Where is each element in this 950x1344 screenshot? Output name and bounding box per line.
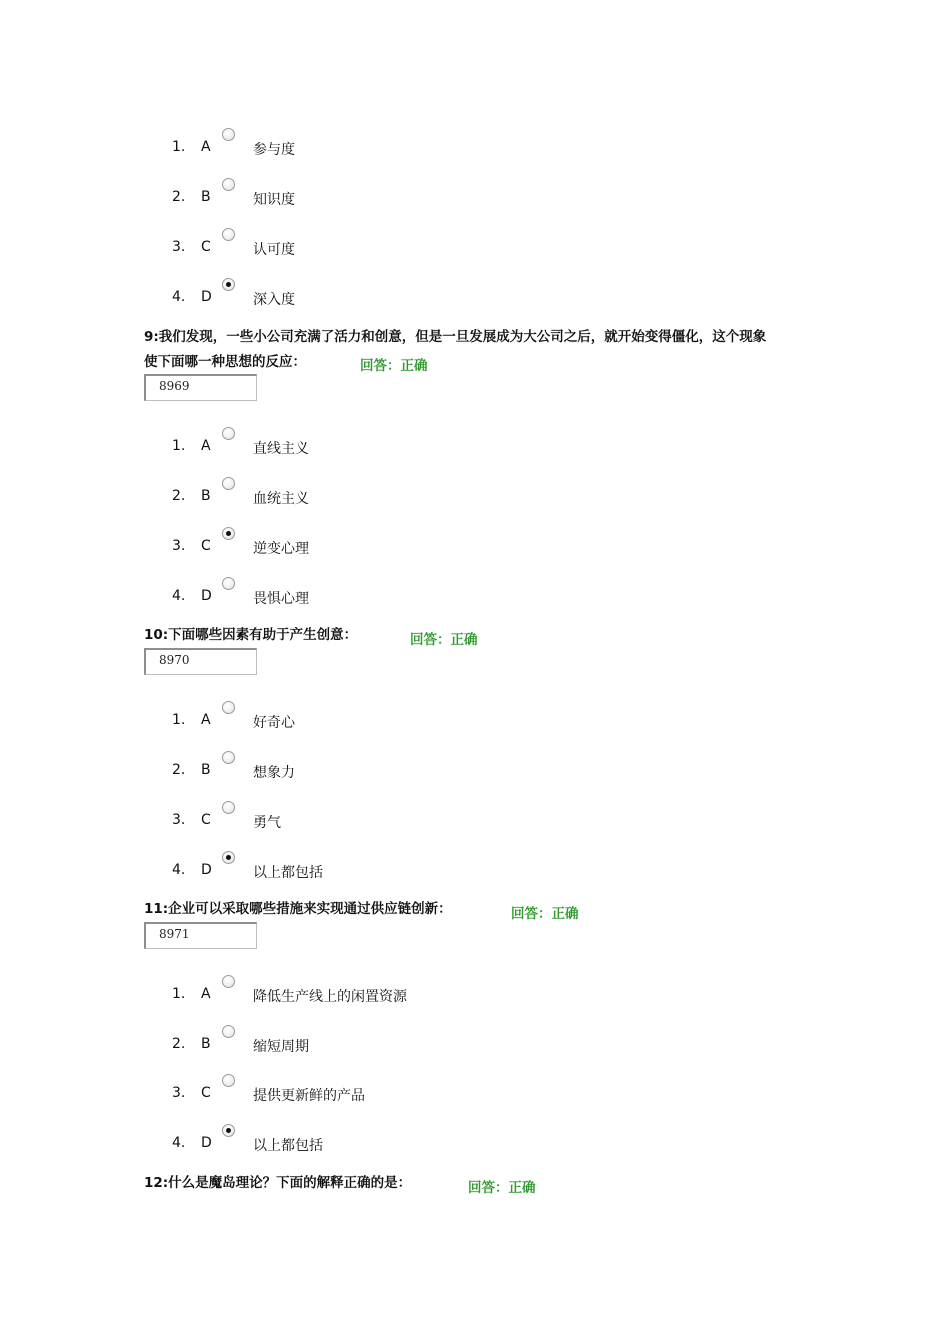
- option-letter: B: [201, 1036, 211, 1052]
- question-11-text: 11:企业可以采取哪些措施来实现通过供应链创新：: [144, 901, 452, 917]
- option-letter: C: [201, 1085, 211, 1101]
- question-12-text: 12:什么是魔岛理论？下面的解释正确的是：: [144, 1175, 412, 1191]
- option-text: 好奇心: [253, 715, 295, 731]
- answer-status: 回答：正确: [468, 1180, 536, 1196]
- radio-button[interactable]: [222, 701, 235, 714]
- question-9-text: [144, 325, 766, 375]
- option-number: 3.: [172, 538, 186, 554]
- option-letter: B: [201, 762, 211, 778]
- radio-button[interactable]: [222, 975, 235, 988]
- option-letter: B: [201, 189, 211, 205]
- option-text: 参与度: [253, 142, 295, 158]
- radio-button-selected[interactable]: [222, 851, 235, 864]
- radio-button[interactable]: [222, 801, 235, 814]
- option-number: 4.: [172, 289, 186, 305]
- option-number: 3.: [172, 812, 186, 828]
- option-number: 3.: [172, 1085, 186, 1101]
- option-text: 想象力: [253, 765, 295, 781]
- question-id-field[interactable]: 8971: [144, 922, 257, 949]
- question-9-line-2: 使下面哪一种思想的反应：: [144, 354, 306, 370]
- option-text: 深入度: [253, 292, 295, 308]
- option-letter: D: [201, 862, 212, 878]
- option-number: 1.: [172, 986, 186, 1002]
- option-letter: C: [201, 538, 211, 554]
- option-number: 1.: [172, 438, 186, 454]
- option-text: 血统主义: [253, 491, 309, 507]
- option-number: 4.: [172, 1135, 186, 1151]
- option-number: 3.: [172, 239, 186, 255]
- option-text: 认可度: [253, 242, 295, 258]
- option-letter: A: [201, 139, 211, 155]
- question-id-field[interactable]: 8969: [144, 374, 257, 401]
- option-text: 直线主义: [253, 441, 309, 457]
- option-text: 提供更新鲜的产品: [253, 1088, 365, 1104]
- option-text: 降低生产线上的闲置资源: [253, 989, 407, 1005]
- radio-button[interactable]: [222, 128, 235, 141]
- option-number: 4.: [172, 862, 186, 878]
- radio-button[interactable]: [222, 1025, 235, 1038]
- question-id-field[interactable]: 8970: [144, 648, 257, 675]
- answer-status: 回答：正确: [410, 632, 478, 648]
- option-text: 以上都包括: [253, 865, 323, 881]
- option-text: 知识度: [253, 192, 295, 208]
- option-letter: C: [201, 812, 211, 828]
- question-10-text: 10:下面哪些因素有助于产生创意：: [144, 627, 358, 643]
- option-text: 逆变心理: [253, 541, 309, 557]
- answer-status: 回答：正确: [360, 358, 428, 374]
- option-number: 2.: [172, 1036, 186, 1052]
- option-text: 以上都包括: [253, 1138, 323, 1154]
- option-text: 畏惧心理: [253, 591, 309, 607]
- option-number: 1.: [172, 712, 186, 728]
- option-letter: C: [201, 239, 211, 255]
- radio-button-selected[interactable]: [222, 1124, 235, 1137]
- option-letter: A: [201, 712, 211, 728]
- option-number: 2.: [172, 762, 186, 778]
- option-letter: B: [201, 488, 211, 504]
- option-letter: A: [201, 986, 211, 1002]
- option-text: 缩短周期: [253, 1039, 309, 1055]
- option-number: 2.: [172, 189, 186, 205]
- radio-button[interactable]: [222, 577, 235, 590]
- option-number: 1.: [172, 139, 186, 155]
- radio-button[interactable]: [222, 1074, 235, 1087]
- option-letter: A: [201, 438, 211, 454]
- radio-button-selected[interactable]: [222, 527, 235, 540]
- question-9-line-1: 9:我们发现，一些小公司充满了活力和创意，但是一旦发展成为大公司之后，就开始变得僵化，这个现象: [144, 329, 767, 345]
- radio-button[interactable]: [222, 477, 235, 490]
- answer-status: 回答：正确: [511, 906, 579, 922]
- option-number: 2.: [172, 488, 186, 504]
- radio-button-selected[interactable]: [222, 278, 235, 291]
- option-text: 勇气: [253, 815, 281, 831]
- radio-button[interactable]: [222, 751, 235, 764]
- option-letter: D: [201, 289, 212, 305]
- option-letter: D: [201, 588, 212, 604]
- radio-button[interactable]: [222, 228, 235, 241]
- radio-button[interactable]: [222, 427, 235, 440]
- option-letter: D: [201, 1135, 212, 1151]
- option-number: 4.: [172, 588, 186, 604]
- radio-button[interactable]: [222, 178, 235, 191]
